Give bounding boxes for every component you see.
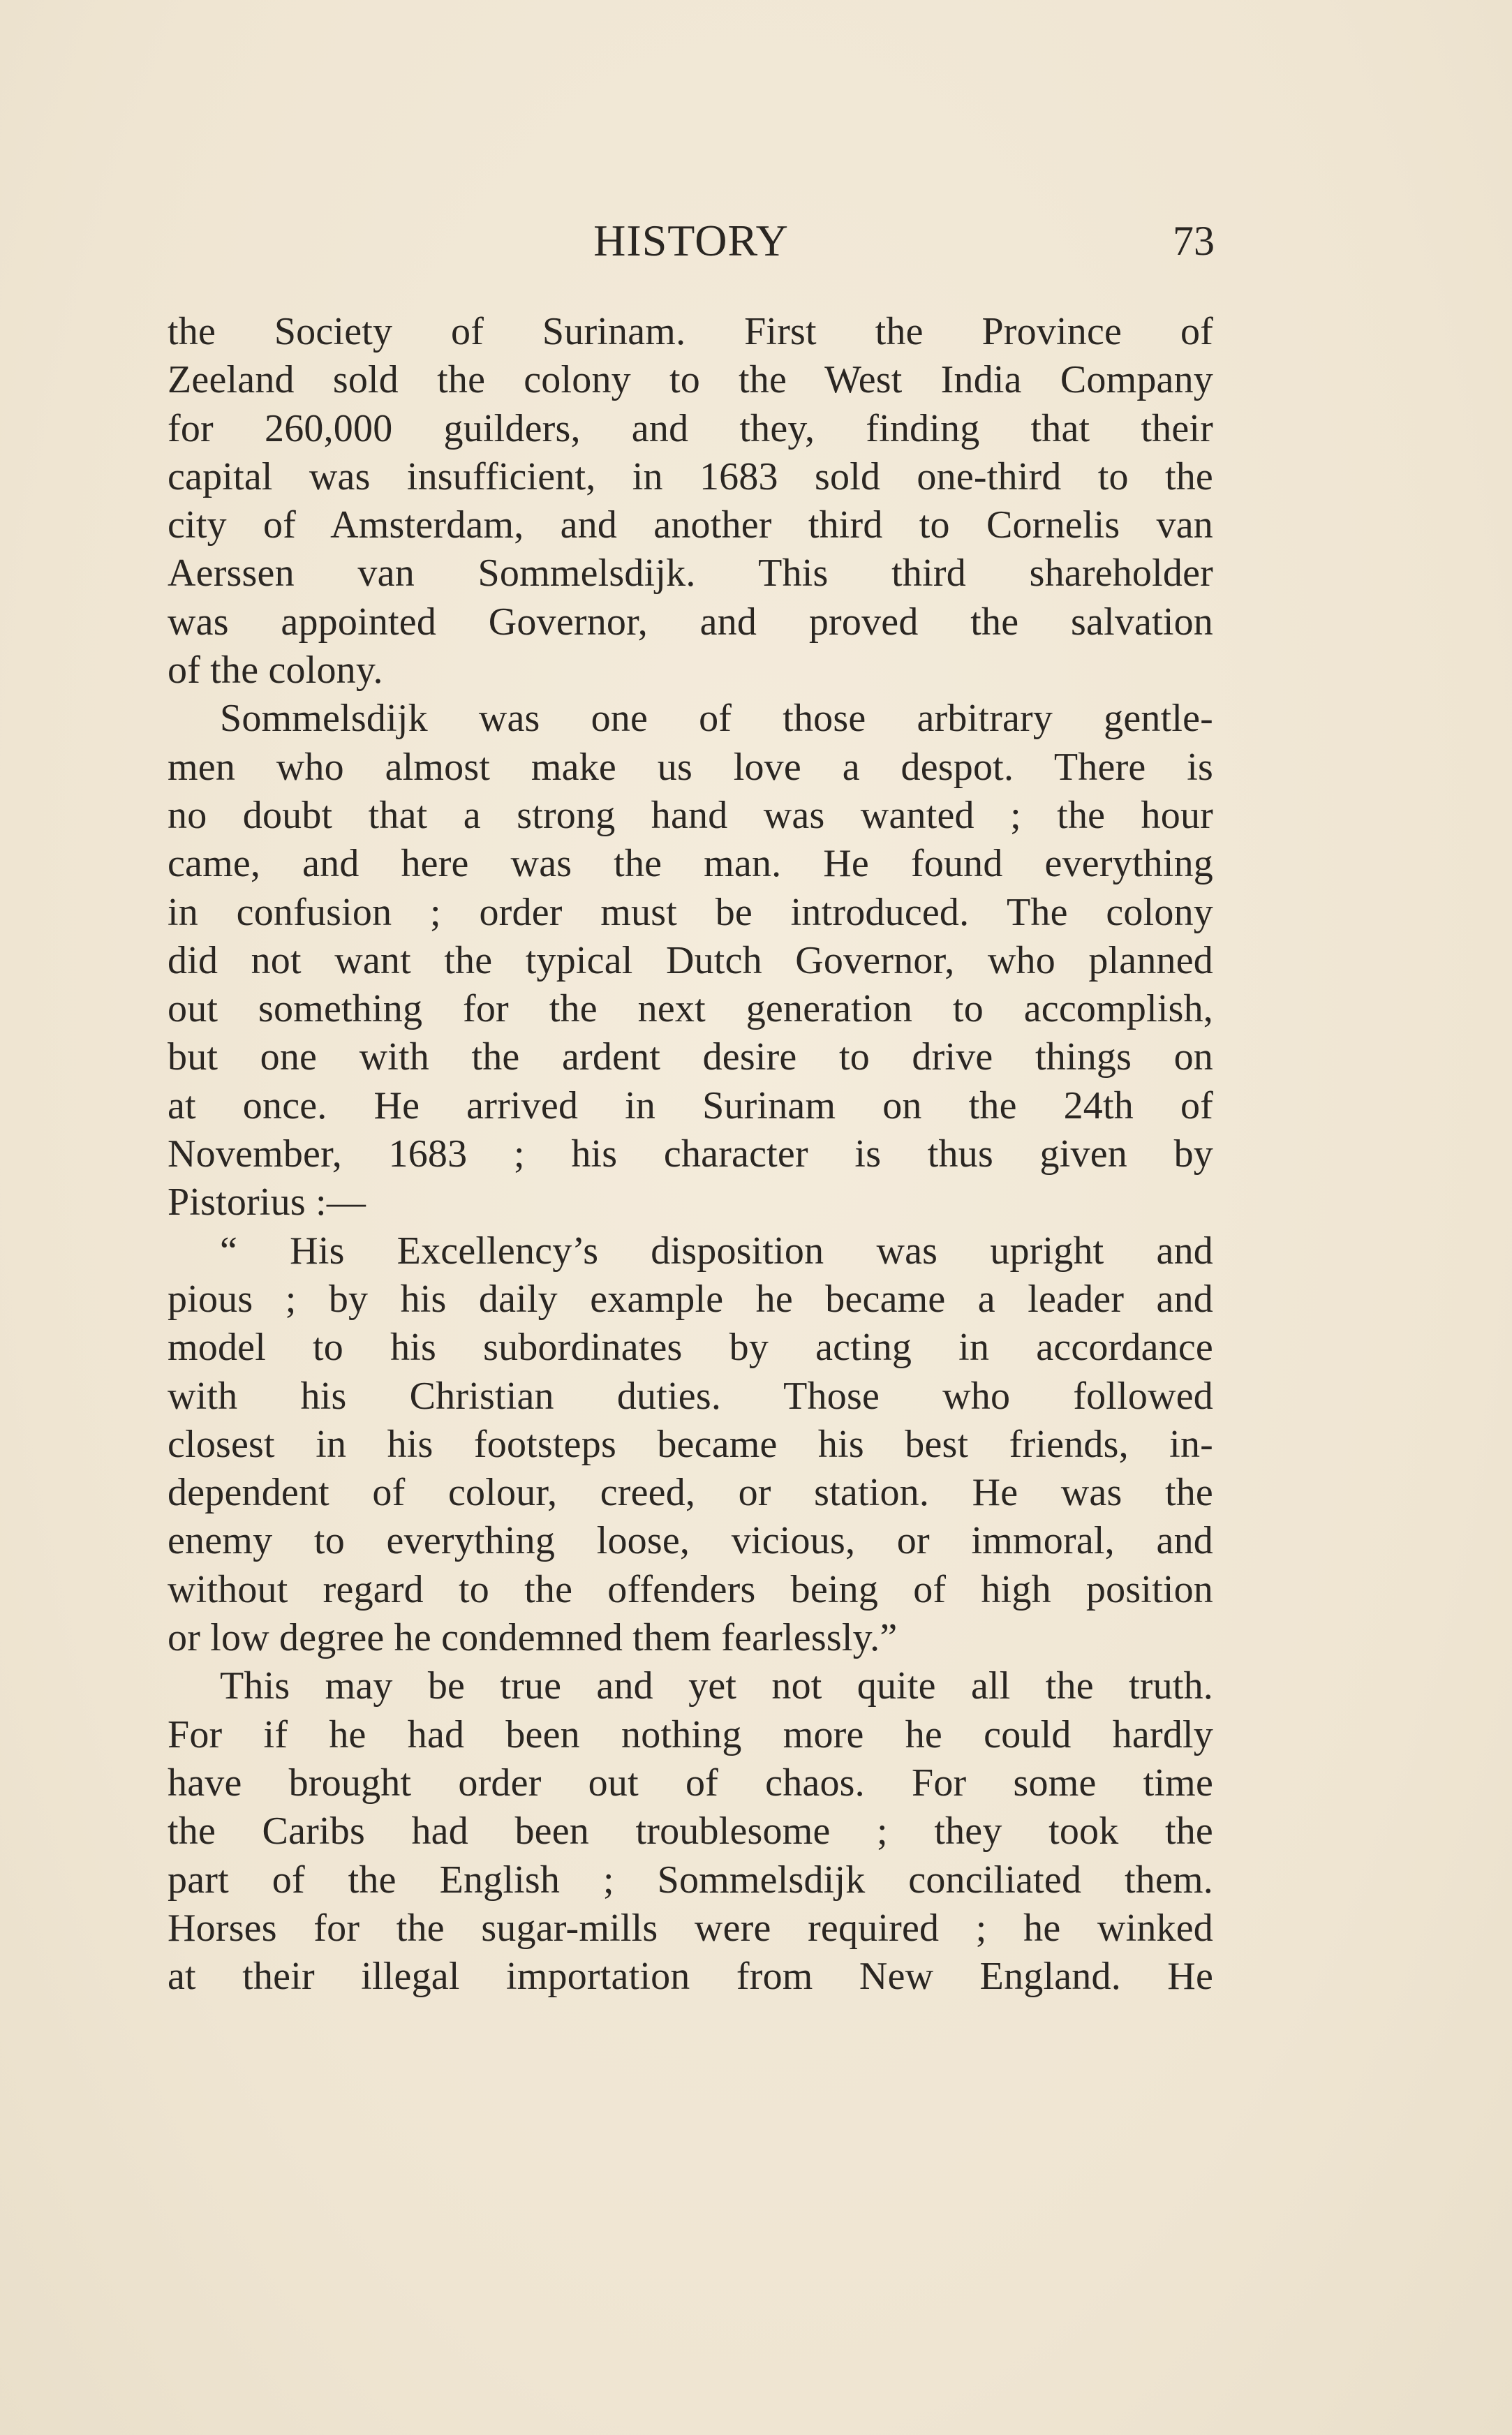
text-line: at their illegal importation from New England. He — [168, 1955, 1213, 1999]
paragraph-start-line: This may be true and yet not quite all the truth. — [220, 1664, 1213, 1708]
text-line: was appointed Governor, and proved the salvation — [168, 600, 1213, 644]
text-line: men who almost make us love a despot. There is — [168, 745, 1213, 789]
text-line: model to his subordinates by acting in accordance — [168, 1326, 1213, 1370]
chapter-title: HISTORY — [593, 216, 789, 265]
quote-start-line: “ His Excellency’s disposition was upright and — [220, 1229, 1213, 1273]
text-line: in confusion ; order must be introduced. The colony — [168, 890, 1213, 934]
paragraph-start-line: Sommelsdijk was one of those arbitrary gentle- — [220, 697, 1213, 741]
quote-end-line: or low degree he condemned them fearlessly.” — [168, 1616, 898, 1660]
text-line: city of Amsterdam, and another third to Cornelis van — [168, 503, 1213, 547]
text-line: November, 1683 ; his character is thus given by — [168, 1132, 1213, 1176]
text-line: pious ; by his daily example he became a leader and — [168, 1277, 1213, 1321]
text-line: Horses for the sugar-mills were required ; he winked — [168, 1906, 1213, 1950]
text-line: out something for the next generation to accomplish, — [168, 987, 1213, 1031]
text-line: the Caribs had been troublesome ; they took the — [168, 1809, 1213, 1853]
running-head — [168, 209, 1215, 272]
text-line: at once. He arrived in Surinam on the 24th of — [168, 1083, 1213, 1127]
text-line: For if he had been nothing more he could hardly — [168, 1712, 1213, 1756]
text-line: Aerssen van Sommelsdijk. This third shareholder — [168, 552, 1213, 595]
text-line: without regard to the offenders being of high position — [168, 1567, 1213, 1611]
paragraph-end-line: of the colony. — [168, 649, 383, 693]
text-line: with his Christian duties. Those who followed — [168, 1374, 1213, 1418]
text-line: the Society of Surinam. First the Province of — [168, 310, 1213, 353]
text-line: closest in his footsteps became his best friends, in- — [168, 1422, 1213, 1466]
body-text — [168, 308, 1213, 2001]
text-line: Zeeland sold the colony to the West India Company — [168, 358, 1213, 402]
paragraph-end-line: Pistorius :— — [168, 1181, 366, 1224]
text-line: have brought order out of chaos. For some time — [168, 1761, 1213, 1805]
text-line: came, and here was the man. He found everything — [168, 842, 1213, 886]
text-line: capital was insufficient, in 1683 sold one-third to the — [168, 454, 1213, 498]
text-line: did not want the typical Dutch Governor, who planned — [168, 938, 1213, 982]
text-line: no doubt that a strong hand was wanted ; the hour — [168, 793, 1213, 837]
text-line: dependent of colour, creed, or station. He was the — [168, 1471, 1213, 1515]
text-line: but one with the ardent desire to drive things on — [168, 1035, 1213, 1079]
text-line: for 260,000 guilders, and they, finding that their — [168, 406, 1213, 450]
text-line: enemy to everything loose, vicious, or immoral, and — [168, 1519, 1213, 1563]
page-number: 73 — [1173, 218, 1215, 264]
text-line: part of the English ; Sommelsdijk conciliated them. — [168, 1858, 1213, 1902]
